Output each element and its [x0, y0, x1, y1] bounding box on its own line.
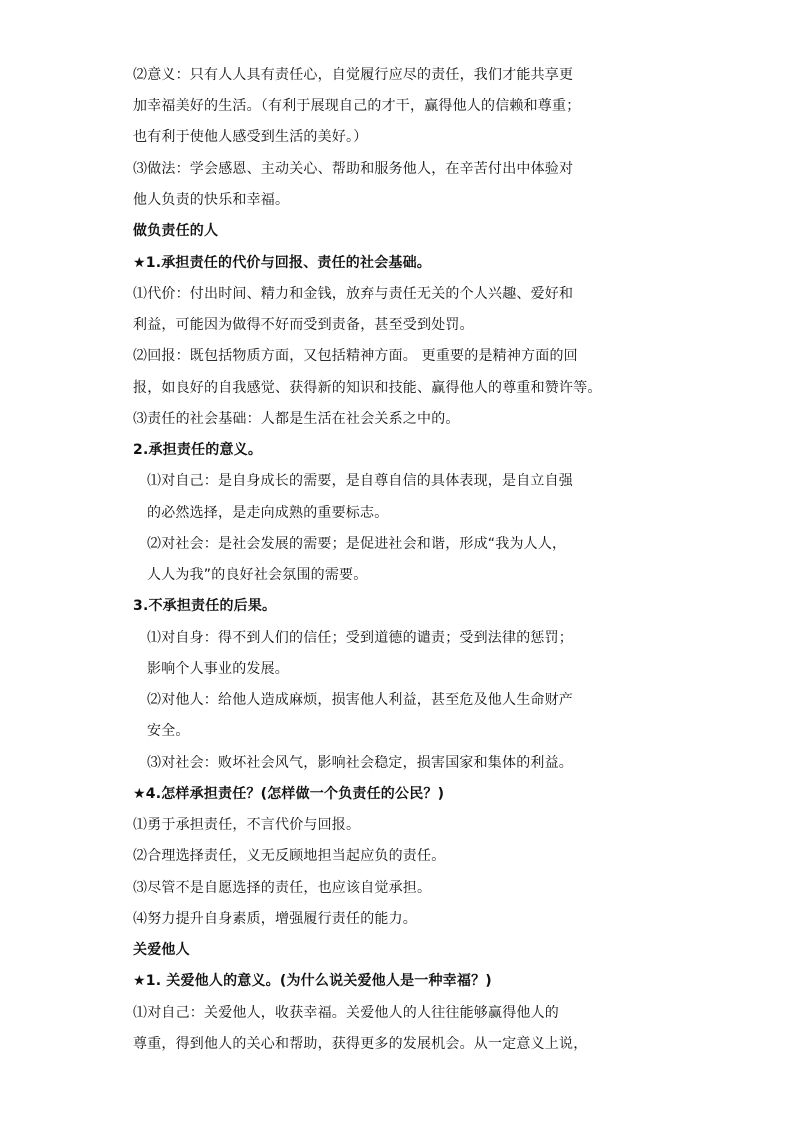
text-line: 报，如良好的自我感觉、获得新的知识和技能、赢得他人的尊重和赞许等。	[133, 380, 602, 396]
text-line: 影响个人事业的发展。	[147, 661, 289, 677]
text-line: ⑶责任的社会基础：人都是生活在社会关系之中的。	[133, 411, 460, 427]
item-heading: ★1.承担责任的代价与回报、责任的社会基础。	[133, 255, 432, 271]
text-line: ⑶尽管不是自愿选择的责任，也应该自觉承担。	[133, 880, 432, 896]
text-line: 人人为我”的良好社会氛围的需要。	[147, 567, 368, 583]
text-line: ⑴代价：付出时间、精力和金钱，放弃与责任无关的个人兴趣、爱好和	[133, 286, 574, 302]
text-line: 尊重，得到他人的关心和帮助，获得更多的发展机会。从一定意义上说，	[133, 1036, 588, 1052]
text-line: ⑴对自己：是自身成长的需要，是自尊自信的具体表现，是自立自强	[147, 473, 573, 489]
text-line: 的必然选择，是走向成熟的重要标志。	[147, 505, 389, 521]
item-heading: 3.不承担责任的后果。	[133, 598, 277, 614]
text-line: ⑵意义：只有人人具有责任心，自觉履行应尽的责任，我们才能共享更	[133, 67, 574, 83]
text-line: 也有利于使他人感受到生活的美好。）	[133, 129, 368, 145]
text-line: 加幸福美好的生活。（有利于展现自己的才干，赢得他人的信赖和尊重；	[133, 98, 581, 114]
text-line: ⑴勇于承担责任，不言代价与回报。	[133, 817, 361, 833]
text-line: ⑵合理选择责任，义无反顾地担当起应负的责任。	[133, 848, 446, 864]
section-heading: 做负责任的人	[133, 223, 219, 239]
text-line: ⑵对社会：是社会发展的需要；是促进社会和谐，形成“我为人人，	[147, 536, 567, 552]
text-line: ⑴对自己：关爱他人，收获幸福。关爱他人的人往往能够赢得他人的	[133, 1005, 559, 1021]
text-line: 利益，可能因为做得不好而受到责备，甚至受到处罚。	[133, 317, 474, 333]
section-heading: 关爱他人	[133, 942, 190, 958]
text-line: ⑶做法：学会感恩、主动关心、帮助和服务他人，在辛苦付出中体验对	[133, 161, 574, 177]
text-line: ⑵回报：既包括物质方面，又包括精神方面。 更重要的是精神方面的回	[133, 348, 578, 364]
text-line: ⑴对自身：得不到人们的信任；受到道德的谴责；受到法律的惩罚；	[147, 630, 573, 646]
text-line: 他人负责的快乐和幸福。	[133, 192, 290, 208]
text-line: ⑶对社会：败坏社会风气，影响社会稳定，损害国家和集体的利益。	[147, 755, 573, 771]
text-line: ⑷努力提升自身素质，增强履行责任的能力。	[133, 911, 417, 927]
item-heading: ★1. 关爱他人的意义。(为什么说关爱他人是一种幸福？)	[133, 973, 492, 989]
item-heading: 2.承担责任的意义。	[133, 442, 263, 458]
item-heading: ★4.怎样承担责任？(怎样做一个负责任的公民？)	[133, 786, 445, 802]
text-line: 安全。	[147, 723, 190, 739]
text-line: ⑵对他人：给他人造成麻烦，损害他人利益，甚至危及他人生命财产	[147, 692, 573, 708]
